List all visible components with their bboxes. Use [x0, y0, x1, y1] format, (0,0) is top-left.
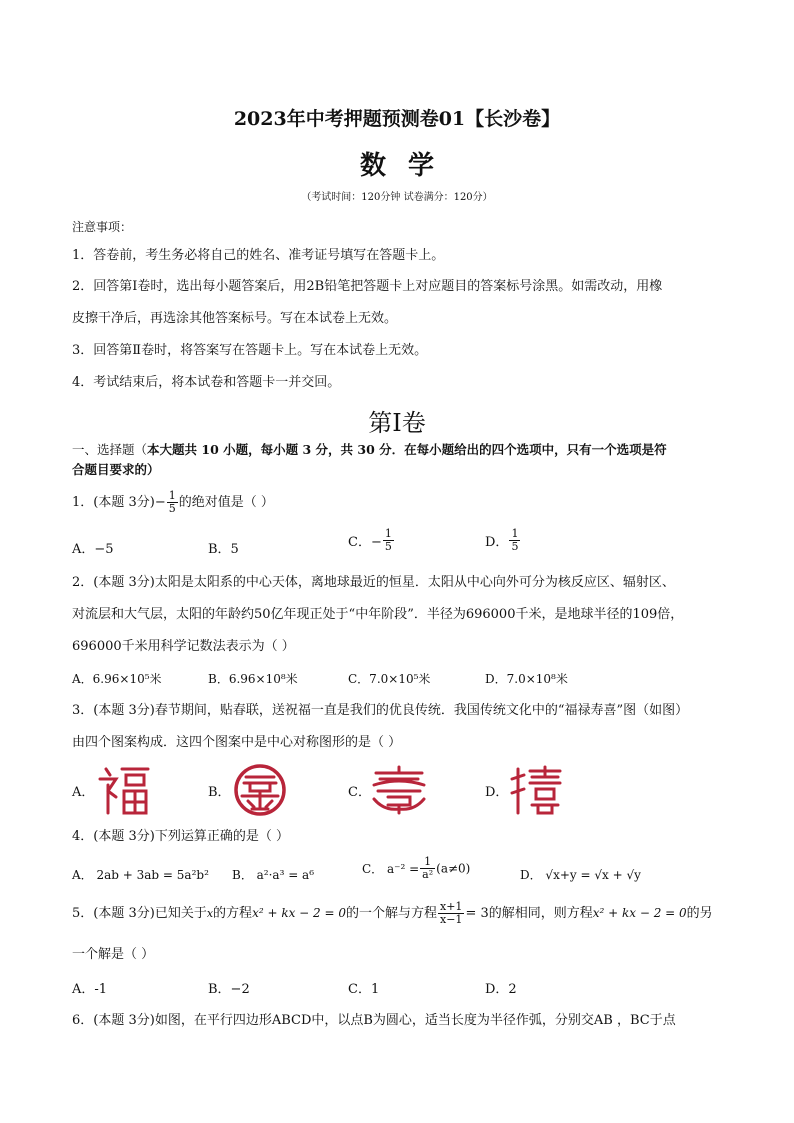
section-intro-line1	[72, 441, 667, 459]
q5-option-c: C．1	[348, 982, 380, 997]
q5-part1: 5．(本题 3分)已知关于	[72, 906, 207, 921]
q3-line: 由四个图案构成．这四个图案中是中心对称图形的是（ ）	[72, 735, 402, 750]
q5-frac-num: x+1	[440, 900, 463, 913]
q4-stem: 4．(本题 3分)下列运算正确的是（ ）	[72, 829, 289, 844]
q5-eq2: x² + kx − 2 = 0	[592, 906, 687, 920]
q5-part4: = 3的解相同，则方程	[465, 906, 593, 921]
q2-option-a: A．6.96×10⁵米	[72, 672, 162, 686]
q5-fraction	[438, 901, 464, 926]
q1-option-b: B．5	[208, 542, 239, 557]
q1-c-den: 5	[384, 540, 392, 553]
q5-part2: 的方程	[213, 906, 253, 921]
q5-var: x	[206, 907, 214, 920]
exam-info: （考试时间：120分钟 试卷满分：120分）	[301, 192, 493, 203]
q4-option-c-label: C． a⁻² =	[362, 862, 420, 876]
q5-option-d: D．2	[485, 982, 517, 997]
q1-frac-den: 5	[168, 502, 176, 515]
q5-option-b: B．−2	[208, 982, 250, 997]
q4-option-c-tail: (a≠0)	[436, 861, 471, 876]
q1-option-c-frac	[383, 528, 394, 553]
q2-option-c: C．7.0×10⁵米	[348, 672, 431, 686]
note-item: 3．回答第Ⅱ卷时，将答案写在答题卡上。写在本试卷上无效。	[72, 343, 428, 358]
seal-fu-icon	[96, 763, 152, 821]
q5-part3: 的一个解与方程	[346, 906, 438, 921]
q1-d-den: 5	[511, 540, 519, 553]
q4-option-c-frac	[420, 856, 435, 881]
q2-line: 对流层和大气层，太阳的年龄约50亿年现正处于“中年阶段”．半径为696000千米，是地球半径的109倍，	[72, 607, 684, 622]
q2-option-d: D．7.0×10⁸米	[485, 672, 568, 686]
subject-title: 数学	[359, 151, 456, 181]
section-intro-b: 本大题共 10 小题，每小题 3 分，共 30 分．在每小题给出的四个选项中，只有一个选项是符	[147, 442, 667, 457]
q5-part5: 的另	[686, 906, 713, 921]
q4-option-d: D． √x+y = √x + √y	[520, 868, 641, 882]
q1-option-d-frac	[509, 528, 520, 553]
note-item: 2．回答第Ⅰ卷时，选出每小题答案后，用2B铅笔把答题卡上对应题目的答案标号涂黑。如需改动，用橡	[72, 279, 663, 294]
q1-suffix: 的绝对值是（ ）	[178, 495, 274, 510]
q5-line1	[72, 901, 713, 926]
q2-option-b: B．6.96×10⁸米	[208, 672, 298, 686]
q5-line2: 一个解是（ ）	[72, 947, 155, 962]
q5-eq1: x² + kx − 2 = 0	[252, 906, 346, 920]
q1-option-c	[348, 528, 395, 553]
q1-fraction	[167, 490, 178, 515]
q3-line: 3．(本题 3分)春节期间，贴春联，送祝福一直是我们的优良传统．我国传统文化中的“福禄寿喜”图（如图）	[72, 703, 689, 718]
seal-shou-icon	[370, 763, 428, 821]
q2-line: 696000千米用科学记数法表示为（ ）	[72, 639, 295, 654]
q5-option-a: A．-1	[72, 982, 108, 997]
q3-label-c: C．	[348, 785, 371, 800]
q3-label-a: A．	[72, 785, 95, 800]
section-heading: 第Ⅰ卷	[368, 409, 426, 437]
section-intro-a: 一、选择题（	[72, 442, 148, 457]
q1-option-d	[485, 528, 521, 553]
q4-option-c	[362, 856, 470, 881]
q4-option-a: A． 2ab + 3ab = 5a²b²	[72, 868, 209, 882]
section-intro-line2: 合题目要求的）	[72, 462, 160, 477]
q1-prefix: 1．(本题 3分)−	[72, 495, 166, 510]
question-1	[72, 490, 274, 515]
q1-option-a: A．−5	[72, 542, 114, 557]
q4-c-den: a²	[422, 868, 434, 881]
q3-label-b: B．	[208, 785, 231, 800]
seal-xi-icon	[508, 763, 564, 821]
q4-c-num: 1	[420, 856, 435, 869]
q1-d-num: 1	[511, 527, 519, 540]
seal-lu-icon	[232, 763, 288, 821]
q1-option-c-label: C．−	[348, 535, 382, 550]
note-item: 4．考试结束后，将本试卷和答题卡一并交回。	[72, 375, 341, 390]
q3-label-d: D．	[485, 785, 509, 800]
page-title: 2023年中考押题预测卷01【长沙卷】	[233, 108, 561, 130]
q4-option-b: B． a²·a³ = a⁶	[232, 868, 315, 882]
q2-line: 2．(本题 3分)太阳是太阳系的中心天体，离地球最近的恒星．太阳从中心向外可分为核反应区、辐射区、	[72, 575, 675, 590]
q1-frac-num: 1	[168, 489, 176, 502]
notes-heading: 注意事项：	[72, 220, 133, 234]
q1-option-d-label: D．	[485, 535, 509, 550]
note-item: 1．答卷前，考生务必将自己的姓名、准考证号填写在答题卡上。	[72, 248, 445, 263]
q1-c-num: 1	[384, 527, 392, 540]
q5-frac-den: x−1	[440, 913, 463, 926]
q6-line: 6．(本题 3分)如图，在平行四边形ABCD中，以点B为圆心，适当长度为半径作弧，分别交AB ，BC于点	[72, 1013, 676, 1028]
note-item: 皮擦干净后，再选涂其他答案标号。写在本试卷上无效。	[72, 311, 398, 326]
